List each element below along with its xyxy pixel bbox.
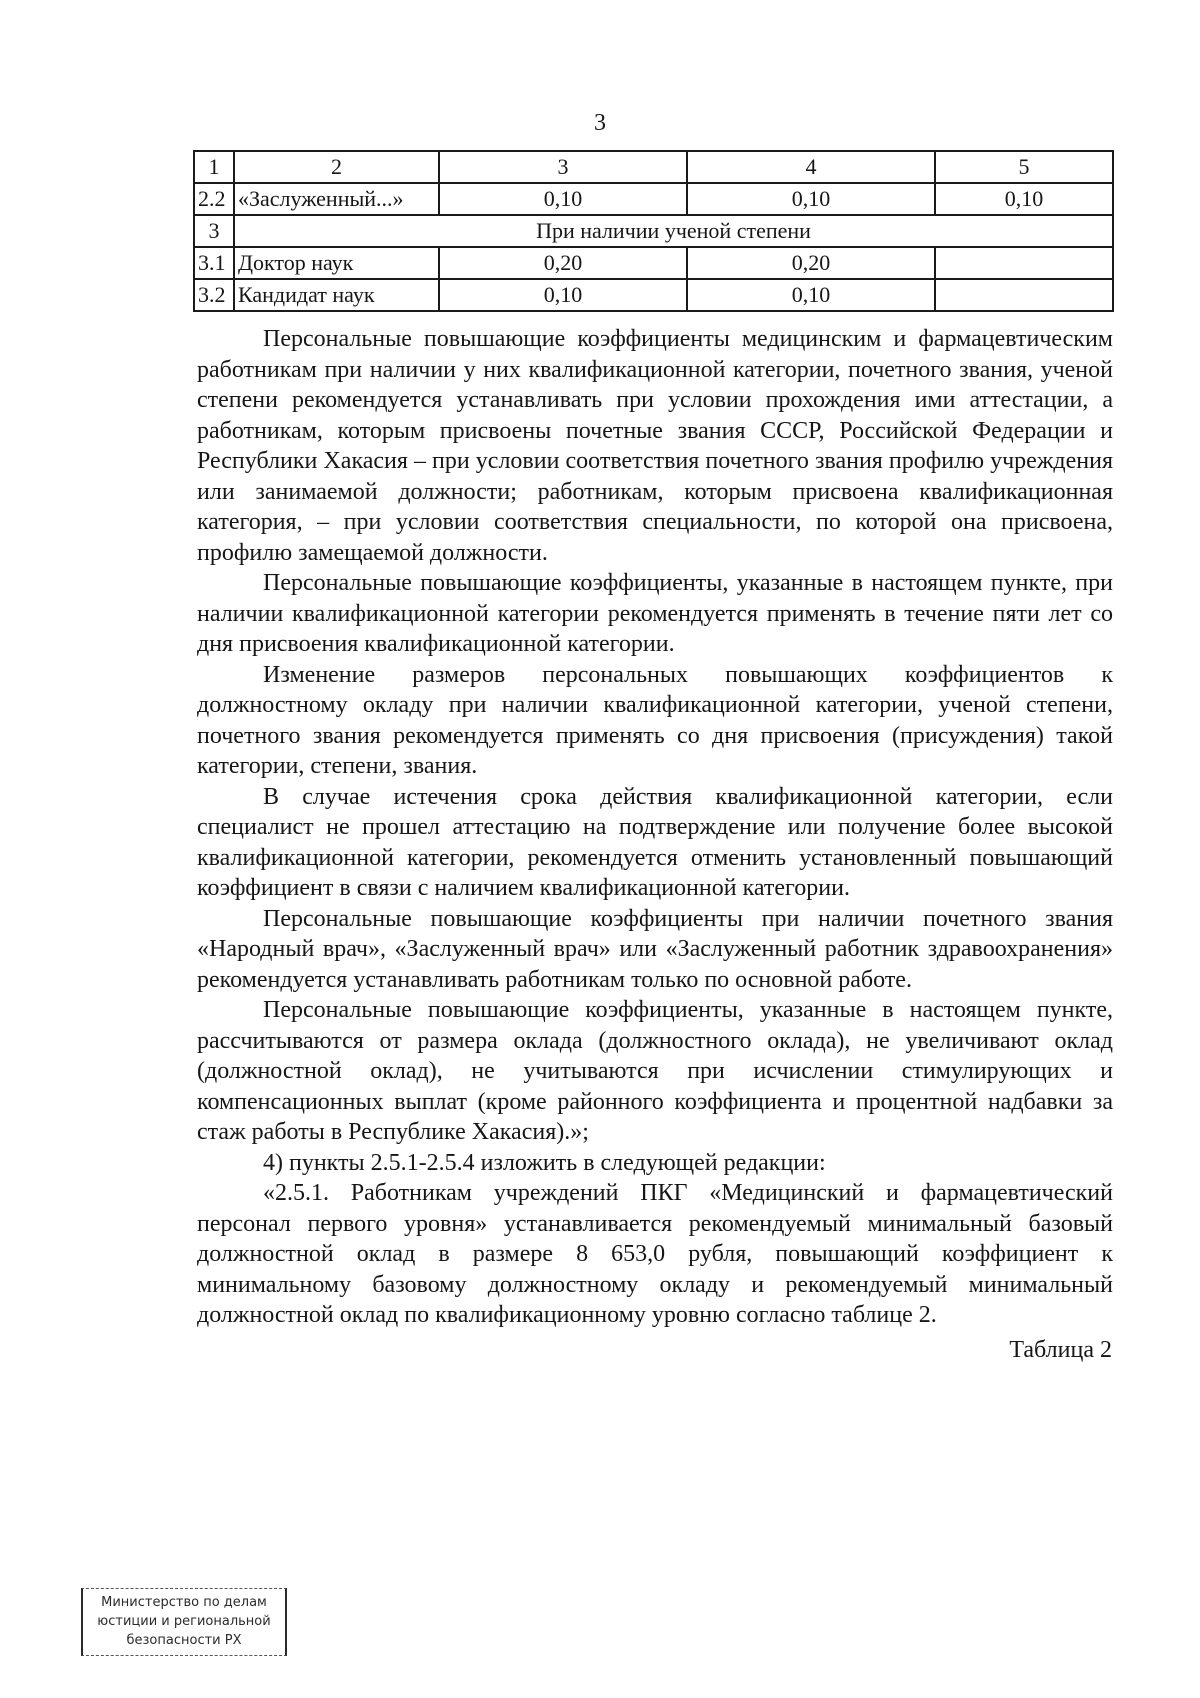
ministry-stamp: [81, 1588, 287, 1656]
paragraph: Персональные повышающие коэффициенты при наличии почетного звания «Народный врач», «Заслуженный врач» или «Заслуженный работник здравоохранения» рекомендуется устанавливать работникам только по основной работе.: [197, 905, 1113, 993]
row-value: [935, 279, 1113, 311]
coefficient-table: [193, 150, 1114, 312]
row-title: Кандидат наук: [234, 279, 439, 311]
table-section-row: [194, 215, 1113, 247]
table-row: [194, 247, 1113, 279]
paragraph: Персональные повышающие коэффициенты медицинским и фармацевтическим работникам при наличии у них квалификационной категории, почетного звания, ученой степени рекомендуется устанавливать при условии прохождения ими аттестации, а работникам, которым присвоены почетные звания СССР, Российской Федерации и Республики Хакасия – при условии соответствия почетного звания профилю учреждения или занимаемой должности; работникам, которым присвоена квалификационная категория, – при условии соответствия специальности, по которой она присвоена, профилю замещаемой должности.: [197, 326, 1113, 566]
table-row: [194, 183, 1113, 215]
stamp-line: Министерство по делам: [101, 1595, 267, 1610]
paragraph: 4) пункты 2.5.1-2.5.4 изложить в следующей редакции:: [263, 1149, 826, 1176]
row-value: 0,10: [687, 183, 935, 215]
row-title: Доктор наук: [234, 247, 439, 279]
row-number: 3.1: [194, 247, 234, 279]
paragraph: Персональные повышающие коэффициенты, указанные в настоящем пункте, при наличии квалификационной категории рекомендуется применять в течение пяти лет со дня присвоения квалификационной категории.: [197, 570, 1113, 657]
stamp-line: безопасности РХ: [126, 1633, 242, 1648]
table-header-row: [194, 151, 1113, 183]
row-value: [935, 247, 1113, 279]
row-value: 0,10: [439, 279, 687, 311]
paragraph: «2.5.1. Работникам учреждений ПКГ «Медицинский и фармацевтический персонал первого уровня» устанавливается рекомендуемый минимальный базовый должностной оклад в размере 8 653,0 рубля, повышающий коэффициент к минимальному базовому должностному окладу и рекомендуемый минимальный должностной оклад по квалификационному уровню согласно таблице 2.: [197, 1180, 1113, 1328]
row-value: 0,20: [687, 247, 935, 279]
row-value: 0,10: [687, 279, 935, 311]
table-caption: Таблица 2: [1009, 1337, 1112, 1363]
stamp-line: юстиции и региональной: [97, 1614, 271, 1629]
row-value: 0,10: [439, 183, 687, 215]
document-body: [197, 324, 1113, 1331]
row-value: 0,20: [439, 247, 687, 279]
table-header-cell: 4: [687, 151, 935, 183]
table-header-cell: 5: [935, 151, 1113, 183]
paragraph: Изменение размеров персональных повышающих коэффициентов к должностному окладу при наличии квалификационной категории, ученой степени, почетного звания рекомендуется применять со дня присвоения (присуждения) такой категории, степени, звания.: [197, 661, 1113, 779]
page-number: 3: [594, 110, 606, 136]
table-header-cell: 2: [234, 151, 439, 183]
row-title: «Заслуженный...»: [234, 183, 439, 215]
table-header-cell: 3: [439, 151, 687, 183]
paragraph: Персональные повышающие коэффициенты, указанные в настоящем пункте, рассчитываются от размера оклада (должностного оклада), не увеличивают оклад (должностной оклад), не учитываются при исчислении стимулирующих и компенсационных выплат (кроме районного коэффициента и процентной надбавки за стаж работы в Республике Хакасия).»;: [197, 997, 1113, 1145]
row-value: 0,10: [935, 183, 1113, 215]
table-row: [194, 279, 1113, 311]
section-number: 3: [194, 215, 234, 247]
row-number: 2.2: [194, 183, 234, 215]
table-header-cell: 1: [194, 151, 234, 183]
section-title: При наличии ученой степени: [234, 215, 1113, 247]
paragraph: В случае истечения срока действия квалификационной категории, если специалист не прошел аттестацию на подтверждение или получение более высокой квалификационной категории, рекомендуется отменить установленный повышающий коэффициент в связи с наличием квалификационной категории.: [197, 783, 1113, 901]
row-number: 3.2: [194, 279, 234, 311]
